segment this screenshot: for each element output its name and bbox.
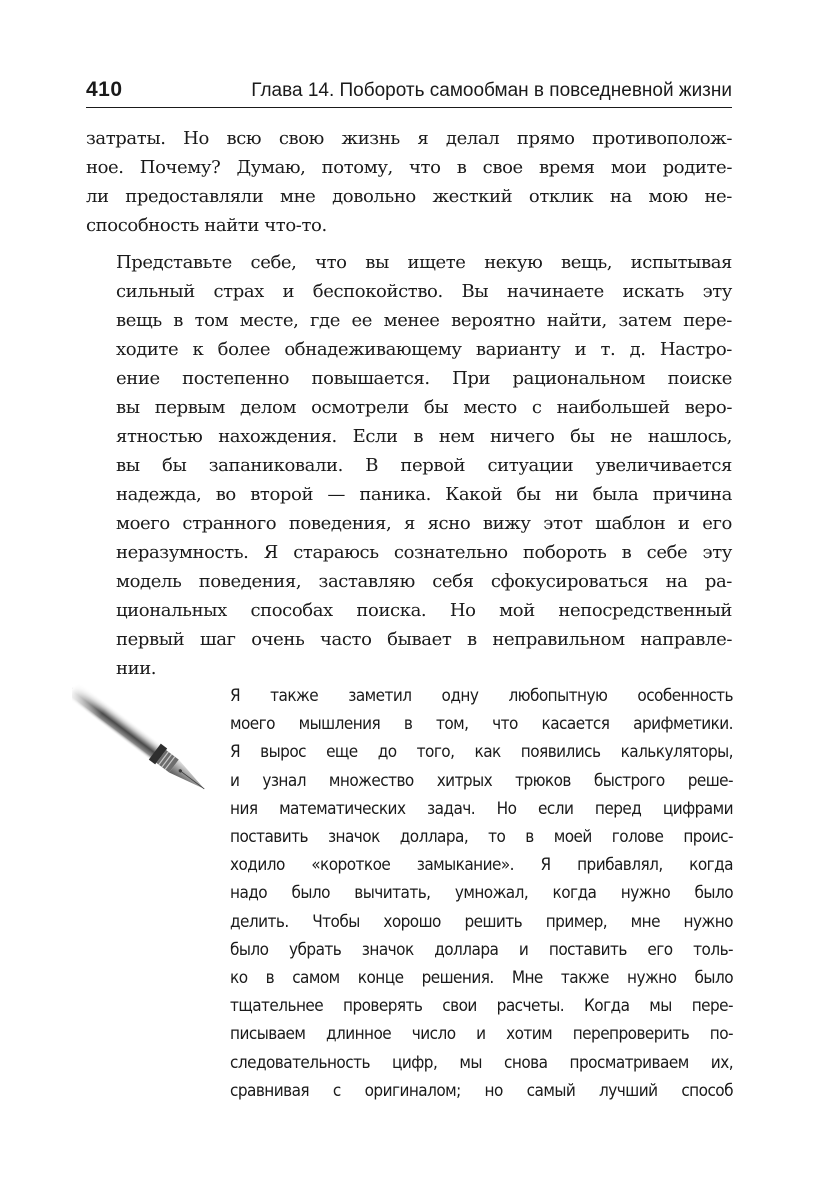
- text-line: ятностью нахождения. Если в нем ничего бы не нашлось,: [116, 426, 732, 447]
- text-line: и узнал множество хитрых трюков быстрого реше-: [230, 770, 733, 791]
- text-line: ение постепенно повышается. При рациональном поиске: [116, 368, 732, 389]
- main-text: [86, 124, 732, 683]
- text-line: нии.: [116, 658, 157, 679]
- text-line: затраты. Но всю свою жизнь я делал прямо противополож-: [86, 128, 732, 149]
- text-line: поставить значок доллара, то в моей голове проис-: [230, 827, 733, 848]
- fountain-pen-icon: [72, 672, 222, 822]
- text-line: сравнивая с оригиналом; но самый лучший способ: [230, 1080, 733, 1101]
- text-line: вы бы запаниковали. В первой ситуации увеличивается: [116, 455, 732, 476]
- text-line: Представьте себе, что вы ищете некую вещь, испытывая: [116, 252, 732, 273]
- paragraph-1: [86, 124, 732, 240]
- text-line: надо было вычитать, умножал, когда нужно было: [230, 883, 733, 904]
- chapter-title: Глава 14. Побороть самообман в повседневной жизни: [251, 80, 732, 101]
- running-header: [86, 76, 732, 108]
- text-line: надежда, во второй — паника. Какой бы ни была причина: [116, 484, 732, 505]
- text-line: сильный страх и беспокойство. Вы начинаете искать эту: [116, 281, 732, 302]
- sidebar-note: [230, 682, 733, 1105]
- text-line: следовательность цифр, мы снова просматриваем их,: [230, 1052, 733, 1073]
- text-line: первый шаг очень часто бывает в неправильном направле-: [116, 629, 732, 650]
- text-line: ное. Почему? Думаю, потому, что в свое время мои родите-: [86, 157, 732, 178]
- text-line: модель поведения, заставляю себя сфокусироваться на ра-: [116, 571, 732, 592]
- header-rule: [86, 107, 732, 108]
- text-line: тщательнее проверять свои расчеты. Когда мы пере-: [230, 996, 733, 1017]
- text-line: моего странного поведения, я ясно вижу этот шаблон и его: [116, 513, 732, 534]
- text-line: ходило «короткое замыкание». Я прибавлял, когда: [230, 855, 733, 876]
- text-line: ли предоставляли мне довольно жесткий отклик на мою не-: [86, 186, 732, 207]
- text-line: писываем длинное число и хотим перепроверить по-: [230, 1024, 733, 1045]
- text-line: вы первым делом осмотрели бы место с наибольшей веро-: [116, 397, 732, 418]
- text-line: ко в самом конце решения. Мне также нужно было: [230, 968, 733, 989]
- text-line: ния математических задач. Но если перед цифрами: [230, 798, 733, 819]
- page-number: 410: [86, 78, 123, 101]
- text-line: было убрать значок доллара и поставить его толь-: [230, 939, 733, 960]
- text-line: неразумность. Я стараюсь сознательно побороть в себе эту: [116, 542, 732, 563]
- text-line: Я также заметил одну любопытную особенность: [230, 686, 733, 706]
- text-line: способность найти что-то.: [86, 215, 327, 236]
- paragraph-2: [86, 248, 732, 683]
- text-line: моего мышления в том, что касается арифметики.: [230, 714, 733, 735]
- text-line: вещь в том месте, где ее менее вероятно найти, затем пере-: [116, 310, 732, 331]
- text-line: Я вырос еще до того, как появились калькуляторы,: [230, 742, 733, 763]
- text-line: ходите к более обнадеживающему варианту и т. д. Настро-: [116, 339, 732, 360]
- text-line: циональных способах поиска. Но мой непосредственный: [116, 600, 732, 621]
- text-line: делить. Чтобы хорошо решить пример, мне нужно: [230, 911, 733, 932]
